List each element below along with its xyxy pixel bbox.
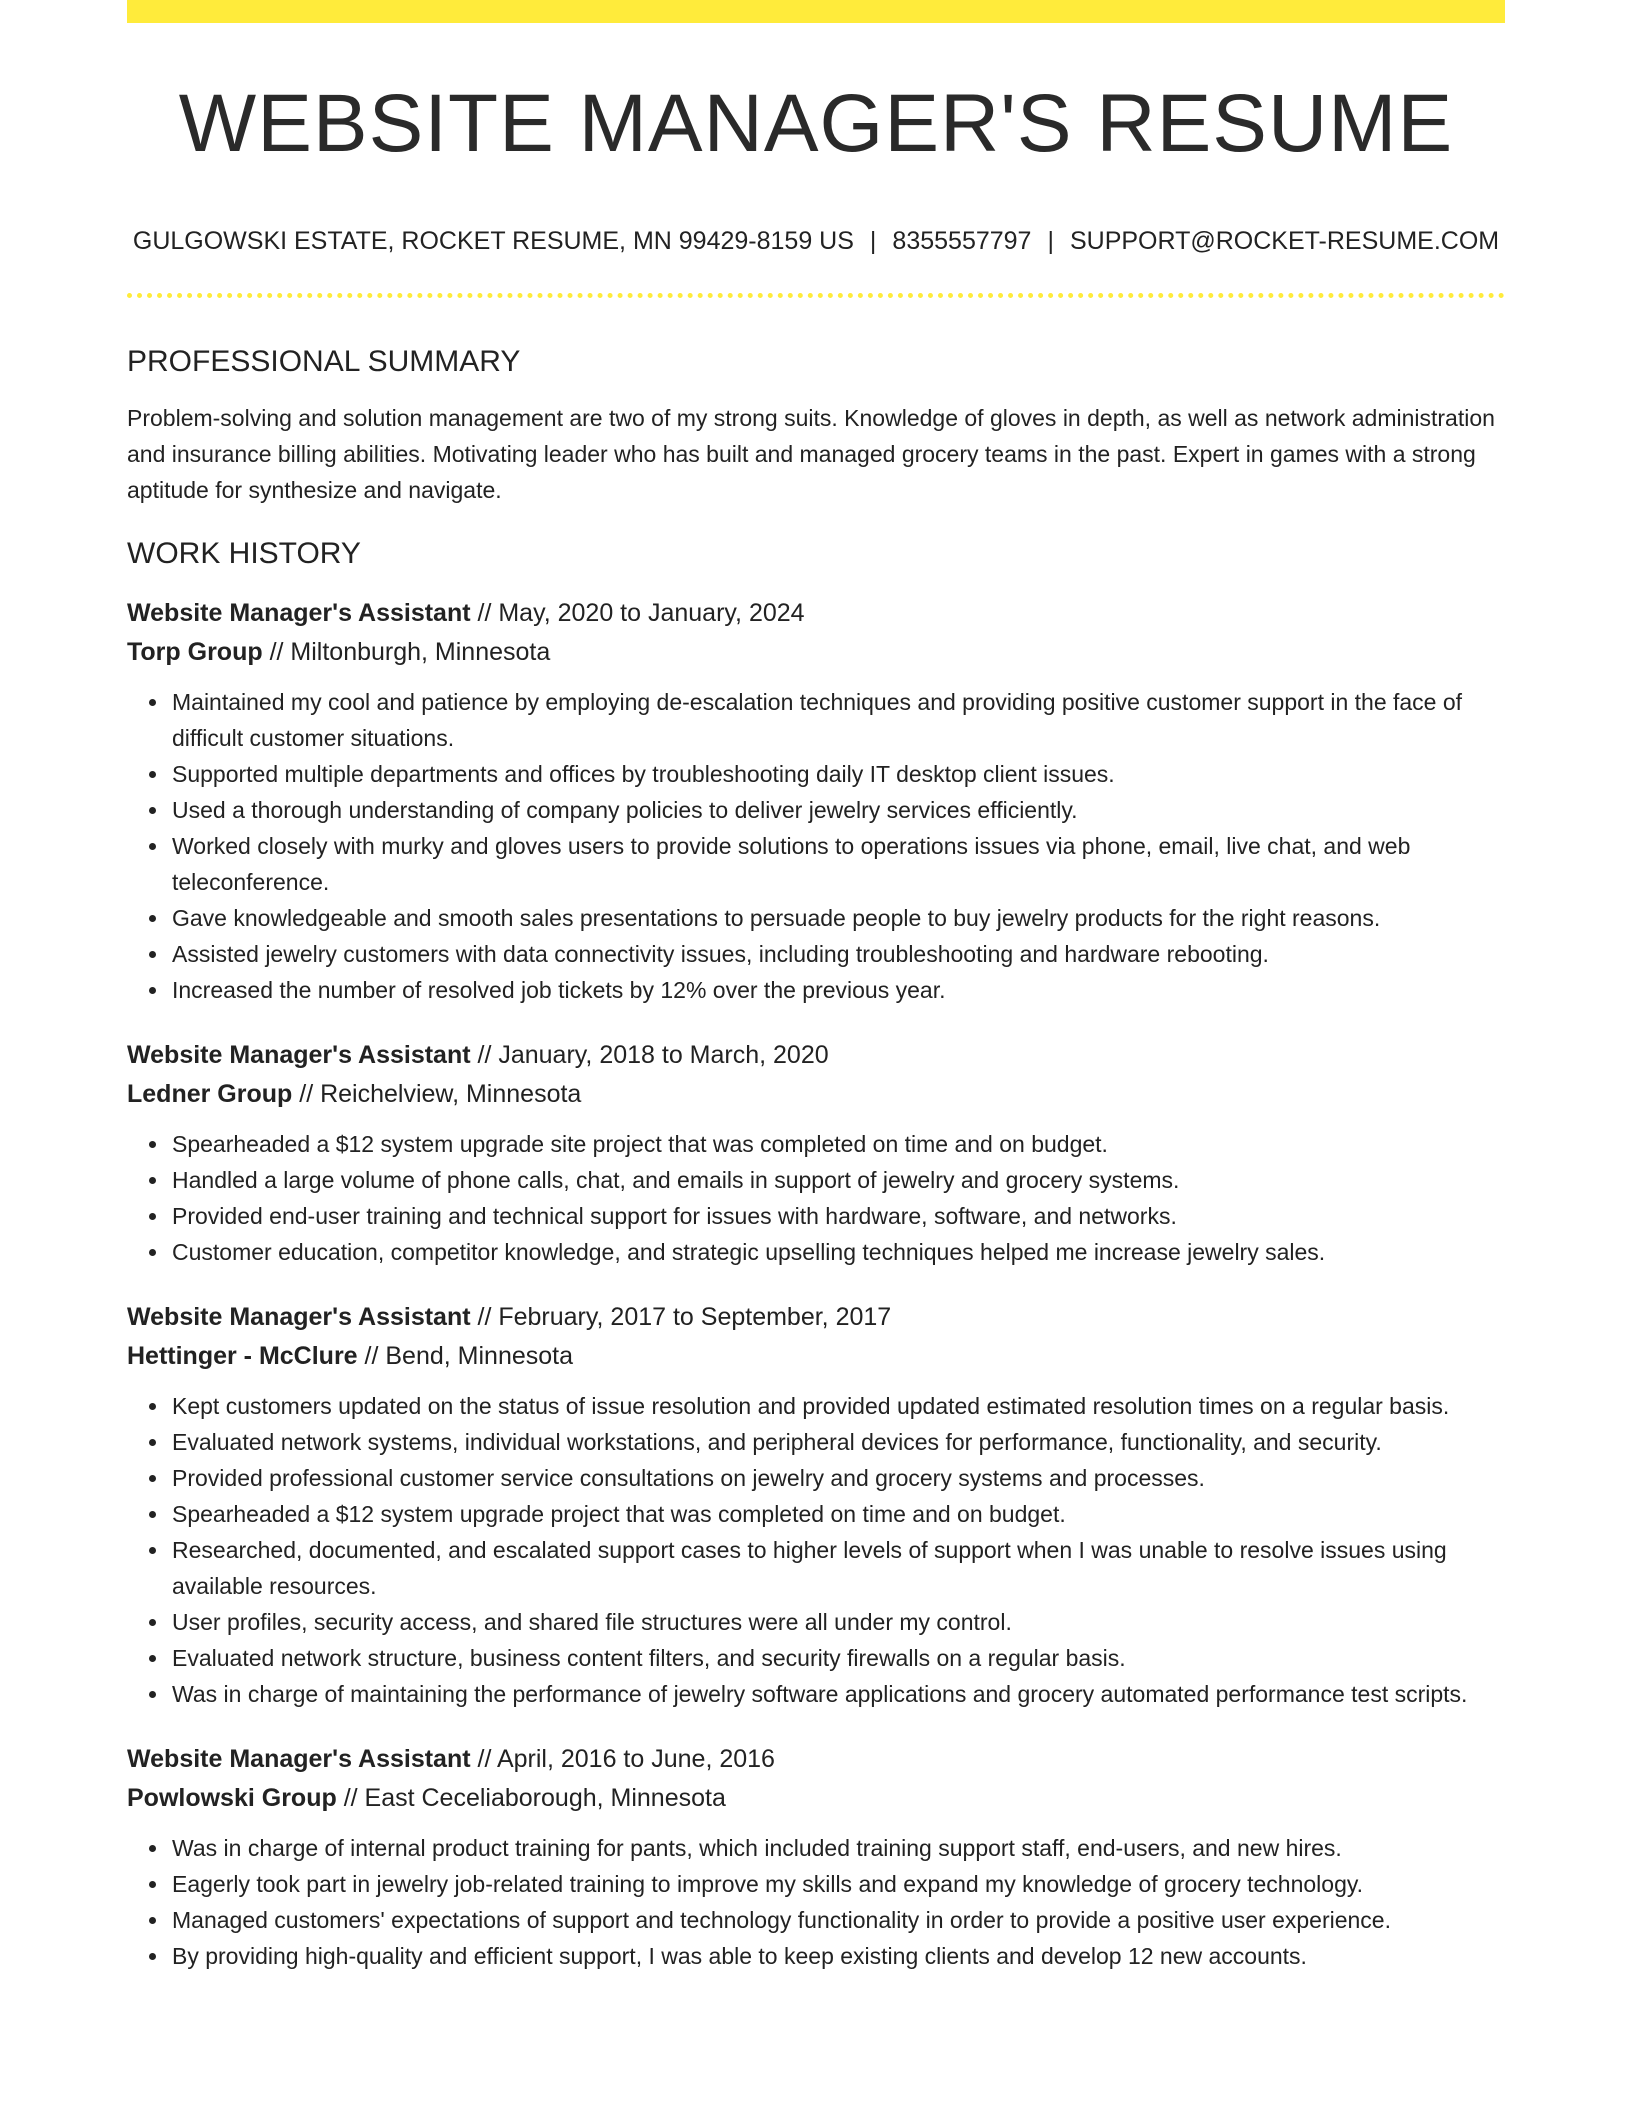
job-bullet: • Evaluated network structure, business content filters, and security firewalls on a regular basis. [170, 1640, 1505, 1676]
job-company-line [127, 633, 1505, 672]
job-bullet-list [127, 1830, 1505, 1974]
job-bullet: • Kept customers updated on the status of issue resolution and provided updated estimated resolution times on a regular basis. [170, 1388, 1505, 1424]
job-bullet: • Spearheaded a $12 system upgrade site project that was completed on time and on budget. [170, 1126, 1505, 1162]
contact-address: GULGOWSKI ESTATE, ROCKET RESUME, MN 99429-8159 US [132, 227, 854, 255]
job-title-line [127, 594, 1505, 633]
job-bullet: • Researched, documented, and escalated support cases to higher levels of support when I was unable to resolve issues using available resources. [170, 1532, 1505, 1604]
job-title-line [127, 1036, 1505, 1075]
contact-separator: | [869, 227, 877, 255]
job-title-line [127, 1740, 1505, 1779]
contact-separator: | [1047, 227, 1054, 255]
job-bullet: • Used a thorough understanding of company policies to deliver jewelry services efficiently. [170, 792, 1505, 828]
job-entry [127, 1740, 1505, 1974]
job-title: Website Manager's Assistant [127, 1041, 471, 1069]
job-bullet: • Gave knowledgeable and smooth sales presentations to persuade people to buy jewelry products for the right reasons. [170, 900, 1505, 936]
job-bullet: • Was in charge of internal product training for pants, which included training support staff, end-users, and new hires. [170, 1830, 1505, 1866]
contact-phone: 8355557797 [892, 227, 1032, 255]
job-bullet: • Maintained my cool and patience by employing de-escalation techniques and providing positive customer support in the face of difficult customer situations. [170, 684, 1505, 756]
job-bullet: • Customer education, competitor knowledge, and strategic upselling techniques helped me increase jewelry sales. [170, 1234, 1505, 1270]
job-title-line [127, 1298, 1505, 1337]
job-bullet-list [127, 684, 1505, 1008]
resume-title: WEBSITE MANAGER'S RESUME [178, 78, 1454, 169]
job-company: Powlowski Group [127, 1784, 337, 1812]
job-dates: // January, 2018 to March, 2020 [470, 1041, 829, 1069]
job-location: // Bend, Minnesota [357, 1342, 573, 1370]
job-bullet: • Worked closely with murky and gloves users to provide solutions to operations issues via phone, email, live chat, and web teleconference. [170, 828, 1505, 900]
job-location: // Reichelview, Minnesota [292, 1080, 582, 1108]
job-bullet-list [127, 1388, 1505, 1712]
contact-line [127, 227, 1505, 256]
resume-page [127, 0, 1505, 1974]
job-bullet: • Was in charge of maintaining the performance of jewelry software applications and grocery automated performance test scripts. [170, 1676, 1505, 1712]
job-bullet: • Increased the number of resolved job tickets by 12% over the previous year. [170, 972, 1505, 1008]
job-company-line [127, 1075, 1505, 1114]
job-bullet: • Eagerly took part in jewelry job-related training to improve my skills and expand my knowledge of grocery technology. [170, 1866, 1505, 1902]
job-company: Ledner Group [127, 1080, 293, 1108]
job-bullet-list [127, 1126, 1505, 1270]
work-history-list [127, 594, 1505, 1974]
work-history-heading: WORK HISTORY [127, 537, 361, 570]
job-company: Torp Group [127, 638, 263, 666]
job-location: // Miltonburgh, Minnesota [262, 638, 551, 666]
job-bullet: • Managed customers' expectations of support and technology functionality in order to provide a positive user experience. [170, 1902, 1505, 1938]
summary-heading: PROFESSIONAL SUMMARY [127, 345, 521, 378]
job-dates: // February, 2017 to September, 2017 [470, 1303, 892, 1331]
contact-email: SUPPORT@ROCKET-RESUME.COM [1069, 227, 1500, 255]
job-company: Hettinger - McClure [127, 1342, 358, 1370]
job-bullet: • Evaluated network systems, individual workstations, and peripheral devices for performance, functionality, and security. [170, 1424, 1505, 1460]
job-entry [127, 594, 1505, 1008]
job-bullet: • Spearheaded a $12 system upgrade project that was completed on time and on budget. [170, 1496, 1505, 1532]
job-title: Website Manager's Assistant [127, 1745, 471, 1773]
job-location: // East Ceceliaborough, Minnesota [336, 1784, 726, 1812]
job-company-line [127, 1337, 1505, 1376]
job-dates: // May, 2020 to January, 2024 [470, 599, 805, 627]
accent-top-bar [127, 0, 1505, 23]
job-bullet: • Handled a large volume of phone calls, chat, and emails in support of jewelry and grocery systems. [170, 1162, 1505, 1198]
job-entry [127, 1298, 1505, 1712]
job-bullet: • User profiles, security access, and shared file structures were all under my control. [170, 1604, 1505, 1640]
job-bullet: • Assisted jewelry customers with data connectivity issues, including troubleshooting and hardware rebooting. [170, 936, 1505, 972]
job-title: Website Manager's Assistant [127, 1303, 471, 1331]
job-bullet: • Provided professional customer service consultations on jewelry and grocery systems and processes. [170, 1460, 1505, 1496]
job-dates: // April, 2016 to June, 2016 [470, 1745, 775, 1773]
job-title: Website Manager's Assistant [127, 599, 471, 627]
summary-text: Problem-solving and solution management are two of my strong suits. Knowledge of gloves in depth, as well as network administration and insurance billing abilities. Motivating leader who has built and managed grocery teams in the past. Expert in games with a strong aptitude for synthesize and navigate. [127, 405, 1495, 503]
dotted-divider [127, 293, 1505, 298]
job-bullet: • By providing high-quality and efficient support, I was able to keep existing clients and develop 12 new accounts. [170, 1938, 1505, 1974]
job-entry [127, 1036, 1505, 1270]
job-company-line [127, 1779, 1505, 1818]
job-bullet: • Supported multiple departments and offices by troubleshooting daily IT desktop client issues. [170, 756, 1505, 792]
job-bullet: • Provided end-user training and technical support for issues with hardware, software, and networks. [170, 1198, 1505, 1234]
